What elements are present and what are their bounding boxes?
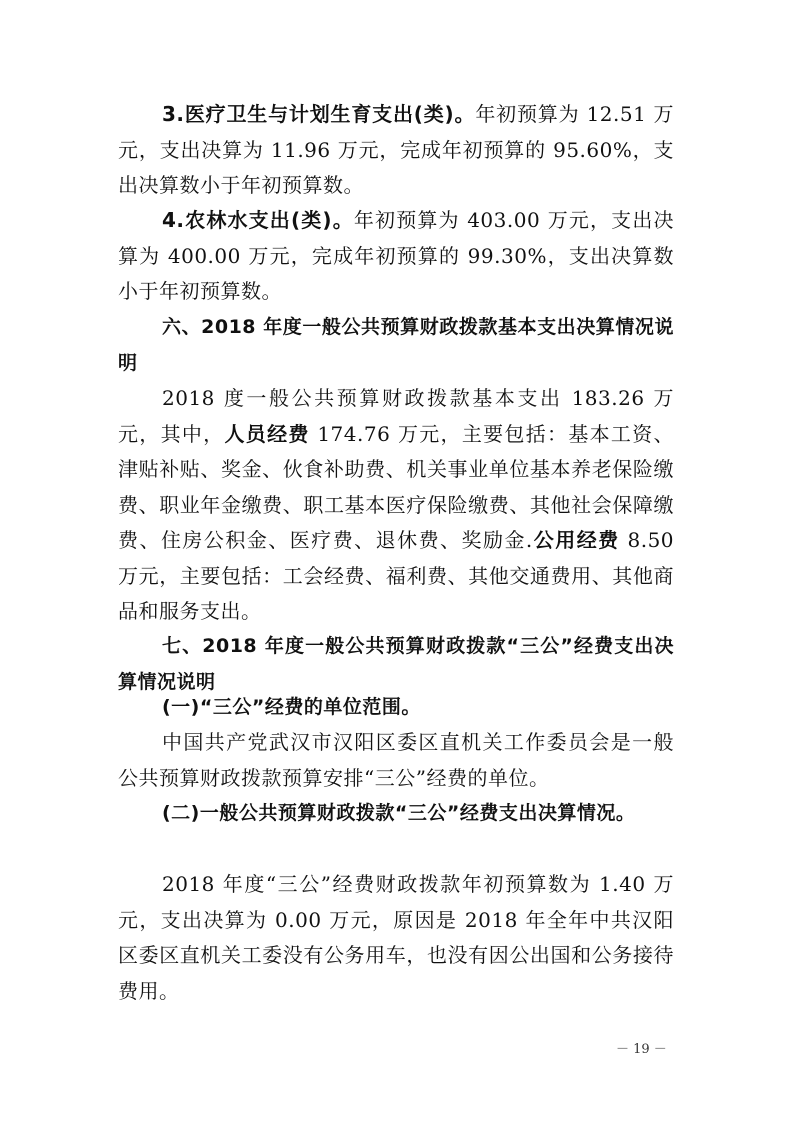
paragraph-unit-scope: 中国共产党武汉市汉阳区委区直机关工作委员会是一般公共预算财政拨款预算安排“三公”经费的单位。	[118, 730, 674, 790]
paragraph-label: 3.医疗卫生与计划生育支出(类)。	[162, 102, 476, 126]
page-number: － 19 －	[616, 1042, 667, 1057]
paragraph-three-public-expense: 2018 年度“三公”经费财政拨款年初预算数为 1.40 万元，支出决算为 0.00 万元，原因是 2018 年全年中共汉阳区委区直机关工委没有公务用车，也没有因公出国和公务接待费用。	[118, 872, 674, 1003]
paragraph-medical-expense	[118, 97, 674, 204]
paragraph-label-public: 公用经费	[532, 528, 620, 552]
paragraph-text: 年初预算为 12.51 万元，支出决算为 11.96 万元，完成年初预算的 95.60%，支出决算数小于年初预算数。	[118, 102, 674, 197]
subsection-heading-2: (二)一般公共预算财政拨款“三公”经费支出决算情况。	[162, 802, 636, 824]
paragraph-label: 4.农林水支出(类)。	[162, 208, 354, 232]
paragraph-text: 2018 度一般公共预算财政拨款基本支出 183.26 万元，其中，	[118, 386, 674, 446]
paragraph-agriculture-expense	[118, 203, 674, 310]
paragraph-basic-expense	[118, 381, 674, 630]
subsection-heading-1: (一)“三公”经费的单位范围。	[162, 696, 421, 718]
section-heading-7: 七、2018 年度一般公共预算财政拨款“三公”经费支出决算情况说明	[118, 635, 674, 693]
paragraph-label-personnel: 人员经费	[224, 421, 310, 446]
paragraph-text: 年初预算为 403.00 万元，支出决算为 400.00 万元，完成年初预算的 99.30%，支出决算数小于年初预算数。	[118, 208, 674, 303]
paragraph-text: 174.76 万元，主要包括：基本工资、津贴补贴、奖金、伙食补助费、机关事业单位基本养老保险缴费、职业年金缴费、职工基本医疗保险缴费、其他社会保障缴费、住房公积金、医疗费、退休费、奖励金.	[118, 421, 675, 552]
section-heading-6: 六、2018 年度一般公共预算财政拨款基本支出决算情况说明	[118, 316, 674, 374]
paragraph-text: 8.50 万元，主要包括：工会经费、福利费、其他交通费用、其他商品和服务支出。	[118, 528, 675, 623]
